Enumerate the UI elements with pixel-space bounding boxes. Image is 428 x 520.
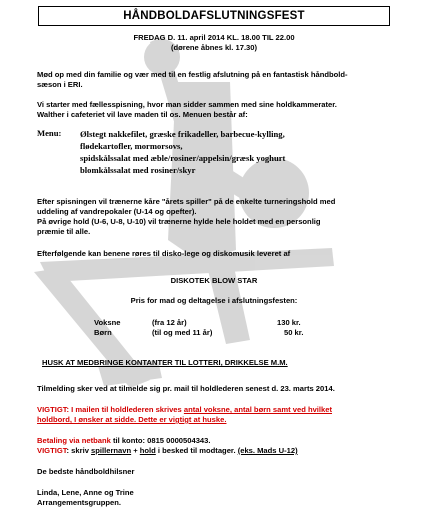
greeting: De bedste håndboldhilsner — [37, 467, 135, 476]
important-label: VIGTIGT — [37, 446, 67, 455]
price-note: (til og med 11 år) — [152, 328, 213, 337]
important-label: VIGTIGT — [37, 405, 67, 414]
dinner-line-1: Vi starter med fællesspisning, hvor man sidder sammen med sine holdkammerater. — [37, 100, 337, 109]
important-note-2: VIGTIGT: skriv spillernavn + hold i besked til modtager. (eks. Mads U-12) — [37, 446, 298, 455]
page-title: HÅNDBOLDAFSLUTNINGSFEST — [38, 6, 390, 26]
menu-item: blomkålssalat med rosiner/skyr — [80, 165, 196, 175]
price-note: (fra 12 år) — [152, 318, 187, 327]
important-note-1-cont: holdbord, I ønsker at sidde. Dette er vigtigt at huske. — [37, 415, 227, 424]
menu-label: Menu: — [37, 128, 62, 138]
payment-line: Betaling via netbank til konto: 0815 0000504343. — [37, 436, 211, 445]
intro-line-2: sæson i ERI. — [37, 80, 83, 89]
menu-item: Ølstegt nakkefilet, græske frikadeller, barbecue-kylling, — [80, 129, 285, 139]
price-value: 50 kr. — [284, 328, 304, 337]
awards-line-4: præmie til alle. — [37, 227, 91, 236]
price-value: 130 kr. — [277, 318, 301, 327]
price-label: Børn — [94, 328, 112, 337]
disco-intro: Efterfølgende kan benene røres til disko-lege og diskomusik leveret af — [37, 249, 291, 258]
important-note-1: VIGTIGT: I mailen til holdlederen skrives antal voksne, antal børn samt ved hvilket — [37, 405, 333, 414]
awards-line-1: Efter spisningen vil trænerne kåre "årets spiller" på de enkelte turneringshold med — [37, 197, 336, 206]
awards-line-2: uddeling af vandrepokaler (U-14 og opefter). — [37, 207, 197, 216]
disco-name: DISKOTEK BLOW STAR — [170, 276, 258, 285]
remember-note: HUSK AT MEDBRINGE KONTANTER TIL LOTTERI, DRIKKELSE M.M. — [42, 358, 288, 367]
menu-item: flødekartofler, mormorsovs, — [80, 141, 183, 151]
signature-line-1: Linda, Lene, Anne og Trine — [37, 488, 134, 497]
price-label: Voksne — [94, 318, 121, 327]
awards-line-3: På øvrige hold (U-6, U-8, U-10) vil trænerne hylde hele holdet med en personlig — [37, 217, 321, 226]
signup-text: Tilmelding sker ved at tilmelde sig pr. mail til holdlederen senest d. 23. marts 2014. — [37, 384, 335, 393]
date-line: FREDAG D. 11. april 2014 KL. 18.00 TIL 22.00 — [133, 33, 295, 42]
signature-line-2: Arrangementsgruppen. — [37, 498, 121, 507]
price-heading: Pris for mad og deltagelse i afslutningsfesten: — [130, 296, 298, 305]
menu-item: spidskålssalat med æble/rosiner/appelsin/græsk yoghurt — [80, 153, 286, 163]
dinner-line-2: Walther i cafeteriet vil lave maden til os. Menuen består af: — [37, 110, 248, 119]
intro-line-1: Mød op med din familie og vær med til en festlig afslutning på en fantastisk håndbold- — [37, 70, 348, 79]
doors-line: (dørene åbnes kl. 17.30) — [170, 43, 258, 52]
